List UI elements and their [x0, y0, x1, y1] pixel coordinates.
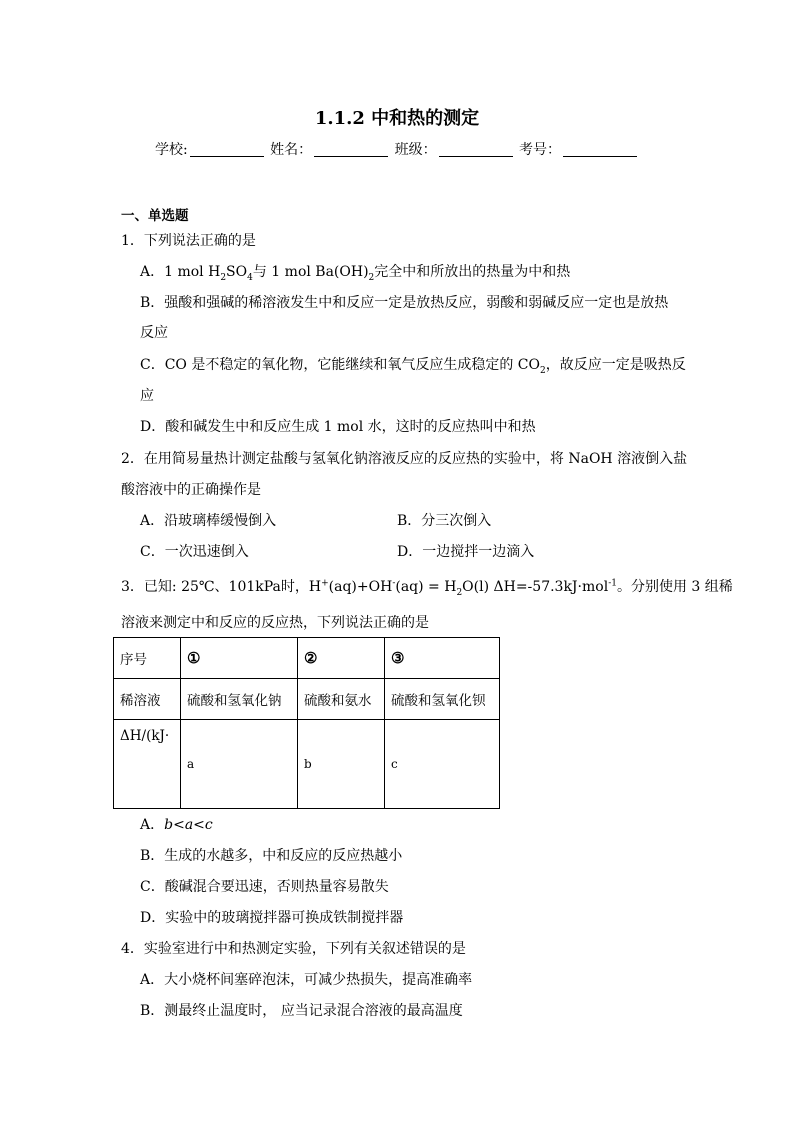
class-label: 班级：: [394, 142, 437, 158]
q4-stem: 4．实验室进行中和热测定实验，下列有关叙述错误的是: [121, 941, 466, 957]
q1-option-c-line1: [140, 354, 686, 376]
q3-option-b: B．生成的水越多，中和反应的反应热越小: [140, 848, 403, 864]
q1-option-b-line1: B．强酸和强碱的稀溶液发生中和反应一定是放热反应，弱酸和弱碱反应一定也是放热: [140, 295, 669, 311]
q2-option-b: B．分三次倒入: [397, 513, 492, 529]
table-cell: ③: [385, 638, 500, 679]
q2-option-c: C．一次迅速倒入: [140, 544, 249, 560]
q3-sup: -: [392, 578, 396, 589]
q3-text: 3．已知: 25℃、101kPa时，H: [121, 579, 322, 595]
table-cell: 稀溶液: [114, 679, 181, 720]
q3-option-a: [140, 814, 213, 834]
table-cell: 硫酸和氨水: [298, 679, 385, 720]
school-label: 学校:: [154, 142, 188, 158]
table-cell: 硫酸和氢氧化钠: [181, 679, 298, 720]
q1-a-sub: 4: [247, 272, 253, 283]
table-cell: ②: [298, 638, 385, 679]
q1-a-sub: 2: [220, 272, 227, 283]
q2-stem-line2: 酸溶液中的正确操作是: [121, 482, 261, 498]
exam-no-label: 考号：: [519, 142, 562, 158]
q1-c-text: ，故反应一定是吸热反: [545, 357, 686, 373]
q1-stem: 1．下列说法正确的是: [121, 233, 256, 249]
q1-option-b-line2: 反应: [140, 325, 168, 341]
exam-no-blank[interactable]: [563, 142, 637, 157]
q3-text: (aq) = H: [395, 579, 457, 595]
q1-c-text: C．CO 是不稳定的氧化物，它能继续和氧气反应生成稳定的 CO: [140, 357, 540, 373]
q1-c-sub: 2: [540, 365, 546, 376]
table-row: [114, 638, 500, 679]
q4-option-b: B．测最终止温度时， 应当记录混合溶液的最高温度: [140, 1003, 463, 1019]
table-cell: c: [385, 720, 500, 809]
table-cell: 序号: [114, 638, 181, 679]
q3-text: O(l) ΔH=-57.3kJ·mol: [462, 579, 609, 595]
table-cell: a: [181, 720, 298, 809]
q2-option-a: A．沿玻璃棒缓慢倒入: [140, 513, 277, 529]
q3-a-expression: b<a<c: [164, 817, 213, 833]
q3-sup: +: [321, 578, 329, 589]
q3-stem-line1: [121, 576, 733, 598]
q3-text: (aq)+OH: [328, 579, 393, 595]
table-cell: b: [298, 720, 385, 809]
q3-sup: -1: [608, 578, 617, 589]
q3-option-d: D．实验中的玻璃搅拌器可换成铁制搅拌器: [140, 910, 404, 926]
q1-a-sub: 2: [368, 272, 375, 283]
q1-a-text: A．1 mol H: [140, 264, 221, 280]
class-blank[interactable]: [439, 142, 513, 157]
q1-a-text: SO: [226, 264, 248, 280]
section-heading: 一、单选题: [121, 208, 189, 224]
table-cell: ①: [181, 638, 298, 679]
q4-option-a: A．大小烧杯间塞碎泡沫，可减少热损失，提高准确率: [140, 972, 473, 988]
q3-text: 。分别使用 3 组稀: [616, 579, 733, 595]
q3-option-c: C．酸碱混合要迅速，否则热量容易散失: [140, 879, 389, 895]
q3-stem-line2: 溶液来测定中和反应的反应热，下列说法正确的是: [121, 615, 429, 631]
name-blank[interactable]: [314, 142, 388, 157]
table-cell: ΔH/(kJ·: [114, 720, 181, 809]
q3-a-label: A．: [140, 817, 165, 833]
q1-option-d: D．酸和碱发生中和反应生成 1 mol 水，这时的反应热叫中和热: [140, 419, 536, 435]
q2-option-d: D．一边搅拌一边滴入: [397, 544, 535, 560]
q3-data-table: [113, 637, 500, 809]
q1-option-c-line2: 应: [140, 388, 154, 404]
q1-a-text: 与 1 mol Ba(OH): [252, 264, 369, 280]
q1-option-a: [140, 261, 570, 283]
table-cell: 硫酸和氢氧化钡: [385, 679, 500, 720]
page-title: 1.1.2 中和热的测定: [314, 108, 480, 129]
school-blank[interactable]: [190, 142, 264, 157]
table-row: [114, 679, 500, 720]
table-row: [114, 720, 500, 809]
q3-sub: 2: [456, 587, 463, 598]
q1-a-text: 完全中和所放出的热量为中和热: [374, 264, 571, 280]
q2-stem-line1: 2．在用简易量热计测定盐酸与氢氧化钠溶液反应的反应热的实验中，将 NaOH 溶液倒入盐: [121, 451, 688, 467]
student-info-line: [0, 139, 794, 159]
name-label: 姓名：: [270, 142, 313, 158]
